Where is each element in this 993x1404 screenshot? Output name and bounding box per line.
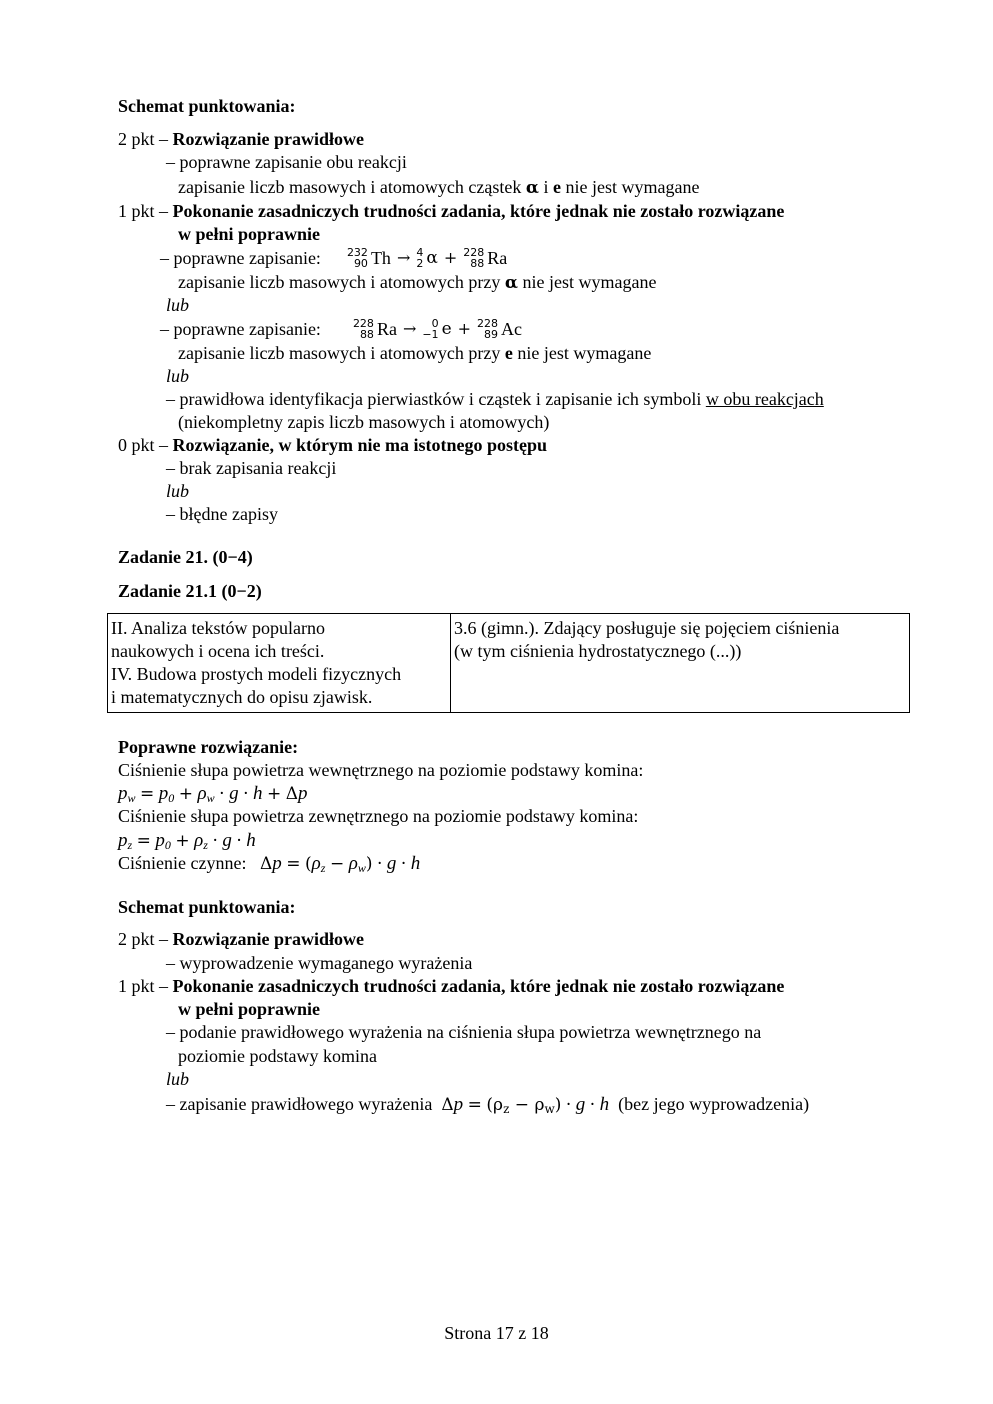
note-text: zapisanie liczb masowych i atomowych przy	[178, 272, 505, 292]
score-0-item: – brak zapisania reakcji	[166, 458, 337, 478]
specific-requirements-cell	[451, 614, 910, 713]
reaction-1-label: – poprawne zapisanie:	[160, 248, 321, 268]
arrow-icon: →	[402, 319, 417, 338]
score-2-line	[118, 928, 364, 950]
identification-item	[166, 388, 824, 410]
nuclide-ra	[463, 247, 507, 269]
note-text: nie jest wymagane	[560, 177, 700, 197]
or-label: lub	[166, 1069, 190, 1089]
element-symbol: Ra	[376, 319, 397, 339]
cell-line: 3.6 (gimn.). Zdający posługuje się pojęciem ciśnienia	[454, 618, 840, 638]
electron-symbol: e	[504, 343, 513, 363]
plus-sign: +	[443, 248, 458, 267]
particle-symbol: α	[426, 248, 438, 268]
electron-symbol: e	[552, 177, 561, 197]
atomic-number: −1	[422, 328, 439, 341]
cell-line: IV. Budowa prostych modeli fizycznych	[111, 664, 402, 684]
atomic-number: 89	[484, 328, 499, 341]
mass-number: 228	[463, 246, 485, 259]
item-text: – zapisanie prawidłowego wyrażenia	[166, 1094, 433, 1114]
cell-line: i matematycznych do opisu zjawisk.	[111, 687, 373, 707]
page-number: Strona 17 z 18	[444, 1323, 549, 1343]
or-label: lub	[166, 366, 190, 386]
nuclide-ac	[477, 318, 522, 340]
reaction-2-note	[178, 342, 651, 364]
arrow-icon: →	[396, 248, 411, 267]
solution-heading: Poprawne rozwiązanie:	[118, 737, 299, 757]
mass-number: 4	[416, 246, 424, 259]
score-2-prefix: 2 pkt –	[118, 929, 173, 949]
score-1-title-cont: w pełni poprawnie	[178, 999, 321, 1019]
atomic-number: 90	[353, 257, 368, 270]
formula-delta-p: Ciśnienie czynne: $\Delta p = (\rho_z - \rho_w) \cdot g \cdot h$	[118, 853, 421, 875]
score-1-line	[118, 975, 784, 997]
nuclide-th	[347, 247, 391, 269]
reaction-2-label: – poprawne zapisanie:	[160, 319, 321, 339]
score-2-line	[118, 128, 364, 150]
cell-line: II. Analiza tekstów popularno	[111, 618, 325, 638]
scoring-heading-1: Schemat punktowania:	[118, 96, 296, 116]
alpha-symbol: α	[525, 178, 539, 198]
nuclide-alpha	[416, 247, 437, 269]
mass-number: 228	[477, 317, 499, 330]
cell-line: naukowych i ocena ich treści.	[111, 641, 325, 661]
atomic-number: 2	[416, 257, 424, 270]
reaction-1-note	[178, 271, 656, 294]
subtask-title: Zadanie 21.1 (0−2)	[118, 581, 262, 601]
score-2-note	[178, 176, 699, 199]
score-1-title: Pokonanie zasadniczych trudności zadania, które jednak nie zostało rozwiązane	[172, 976, 785, 996]
element-symbol: Ac	[501, 319, 523, 339]
note-text: nie jest wymagane	[518, 272, 657, 292]
atomic-number: 88	[470, 257, 485, 270]
score-1-item: – podanie prawidłowego wyrażenia na ciśnienia słupa powietrza wewnętrznego na	[166, 1022, 762, 1042]
mass-number: 228	[352, 317, 374, 330]
or-label: lub	[166, 295, 190, 315]
score-1-title: Pokonanie zasadniczych trudności zadania, które jednak nie zostało rozwiązane	[172, 201, 785, 221]
score-0-prefix: 0 pkt –	[118, 435, 173, 455]
formula-pz: $p_z = p_0 + \rho_z \cdot g \cdot h$	[118, 830, 256, 852]
formula-label: Ciśnienie czynne:	[118, 853, 247, 873]
scoring-heading-2: Schemat punktowania:	[118, 897, 296, 917]
element-symbol: Th	[370, 248, 391, 268]
score-1-prefix: 1 pkt –	[118, 976, 173, 996]
mass-number: 0	[431, 317, 439, 330]
formula-pw: $p_w = p_0 + \rho_w \cdot g \cdot h + \Delta p$	[118, 783, 308, 805]
note-text: i	[538, 177, 553, 197]
task-title: Zadanie 21. (0−4)	[118, 547, 253, 567]
solution-line: Ciśnienie słupa powietrza wewnętrznego na poziomie podstawy komina:	[118, 760, 644, 780]
score-2-item: – wyprowadzenie wymaganego wyrażenia	[166, 953, 473, 973]
solution-line: Ciśnienie słupa powietrza zewnętrznego na poziomie podstawy komina:	[118, 806, 639, 826]
nuclide-ra	[353, 318, 397, 340]
element-symbol: Ra	[487, 248, 508, 268]
atomic-number: 88	[359, 328, 374, 341]
item-text: – prawidłowa identyfikacja pierwiastków i cząstek i zapisanie ich symboli	[166, 389, 706, 409]
score-2-title: Rozwiązanie prawidłowe	[172, 129, 364, 149]
identification-note: (niekompletny zapis liczb masowych i atomowych)	[178, 412, 550, 432]
score-2-prefix: 2 pkt –	[118, 129, 173, 149]
score-2-title: Rozwiązanie prawidłowe	[172, 929, 364, 949]
note-text: zapisanie liczb masowych i atomowych cząstek	[178, 177, 526, 197]
score-0-title: Rozwiązanie, w którym nie ma istotnego postępu	[172, 435, 547, 455]
nuclide-electron	[422, 318, 451, 340]
general-requirements-cell	[108, 614, 451, 713]
score-0-item: – błędne zapisy	[166, 504, 278, 524]
requirements-table	[107, 613, 910, 713]
plus-sign: +	[457, 319, 472, 338]
or-label: lub	[166, 481, 190, 501]
item-text: (bez jego wyprowadzenia)	[618, 1094, 810, 1114]
note-text: nie jest wymagane	[512, 343, 652, 363]
alpha-symbol: α	[504, 273, 518, 293]
score-1-line	[118, 200, 784, 222]
underlined-text: w obu reakcjach	[705, 389, 824, 409]
score-1-prefix: 1 pkt –	[118, 201, 173, 221]
score-1-item-2: – zapisanie prawidłowego wyrażenia $\Delta p = (\rho_z - \rho_w) \cdot g \cdot h$ (bez jego wyprowadzenia)	[166, 1094, 810, 1116]
reaction-2-line	[160, 316, 522, 342]
score-1-item-cont: poziomie podstawy komina	[178, 1046, 377, 1066]
note-text: zapisanie liczb masowych i atomowych przy	[178, 343, 505, 363]
cell-line: (w tym ciśnienia hydrostatycznego (...))	[454, 641, 742, 661]
score-2-item: – poprawne zapisanie obu reakcji	[166, 152, 407, 172]
mass-number: 232	[346, 246, 368, 259]
score-1-title-cont: w pełni poprawnie	[178, 224, 321, 244]
particle-symbol: e	[441, 319, 452, 339]
reaction-1-line	[160, 245, 507, 271]
score-0-line	[118, 434, 547, 456]
